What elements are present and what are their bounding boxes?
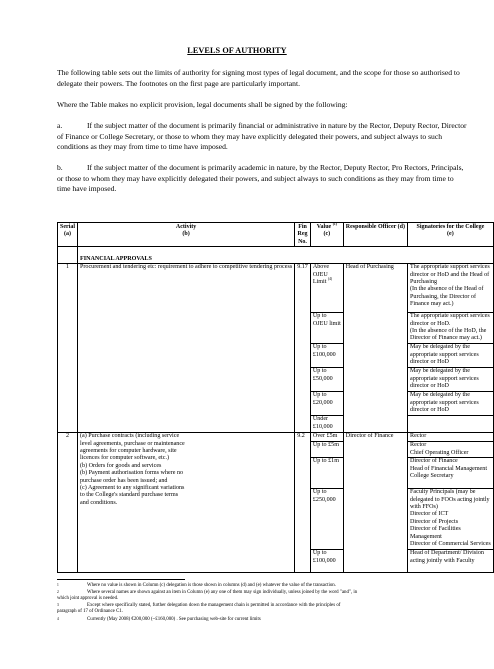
item-a-paragraph (57, 121, 469, 153)
finreg-cell: 9.17 (295, 264, 311, 433)
signatory-cell: May be delegated by the appropriate support services director or HoD (408, 392, 494, 416)
activity-cell: Procurement and tendering etc: requirement to adhere to competitive tendering process (78, 264, 295, 433)
value-cell: Under £10,000 (310, 416, 343, 433)
item-a-label: a. (57, 121, 63, 130)
table-header-row (58, 223, 494, 247)
serial-cell: 1 (58, 264, 78, 433)
officer-cell: Director of Finance (343, 433, 407, 573)
officer-cell: Head of Purchasing (343, 264, 407, 433)
section-row (58, 247, 494, 264)
value-cell: Above OJEU Limit $^{(4)}$ (310, 264, 343, 313)
signatory-cell: Faculty Principals (may be delegated to FOOs acting jointly with FFOs) Director of ICT Director of Projects Director of Facilities Management Director of Commercial Services (408, 489, 494, 550)
value-cell: Up to £250,000 (310, 489, 343, 550)
signatory-cell: Rector (408, 433, 494, 442)
header-finreg: Fin Reg No. (295, 223, 311, 247)
signatory-cell: Rector Chief Operating Officer (408, 442, 494, 458)
signatory-cell: Director of Finance Head of Financial Management College Secretary (408, 458, 494, 489)
value-cell: Up to £20,000 (310, 392, 343, 416)
header-serial: Serial (a) (58, 223, 78, 247)
footnote-divider (57, 579, 185, 580)
header-officer: Responsible Officer (d) (343, 223, 407, 247)
section-title: FINANCIAL APPROVALS (80, 255, 152, 262)
footnote: 4 Currently (May 2008) €200,000 (~£160,000) . See purchasing web-site for current limits (57, 617, 261, 622)
item-a-text: If the subject matter of the document is primarily financial or administrative in nature by the Rector, Deputy Rector, Director of Finance or College Secretary, or those to whom they may have explicitly delegated their powers, and subject always to such conditions as they may from time to time have imposed. (57, 121, 467, 152)
signatory-cell: May be delegated by the appropriate support services director or HoD (408, 368, 494, 392)
value-cell: Up to £50,000 (310, 368, 343, 392)
footnote: 1 Where no value is shown in Column (c) delegation is those shown in columns (d) and (e) whatever the value of the transaction. (57, 583, 336, 588)
page-title: LEVELS OF AUTHORITY (187, 46, 287, 55)
authority-table (57, 222, 494, 573)
serial-cell: 2 (58, 433, 78, 573)
footnote: 3 Except where specifically stated, further delegation down the management chain is permitted in accordance with the principles of paragraph of 17 of Ordinance C1. (57, 603, 341, 615)
header-activity: Activity (b) (78, 223, 295, 247)
no-provision-paragraph: Where the Table makes no explicit provision, legal documents shall be signed by the following: (57, 100, 348, 109)
value-cell: Over £5m (310, 433, 343, 442)
item-b-text: If the subject matter of the document is primarily academic in nature, by the Rector, Deputy Rector, Pro Rectors, Principals, or those to whom they may have explicitly delegated their powers, and subject always to such conditions as they may from time to time have imposed. (57, 163, 464, 194)
item-b-paragraph (57, 163, 469, 195)
header-signatories: Signatories for the College (e) (408, 223, 494, 247)
value-cell: Up to £1m (310, 458, 343, 489)
value-cell: Up to OJEU limit (310, 313, 343, 344)
signatory-cell: The appropriate support services director or HoD. (In the absence of the HoD, the Director of Finance may act.) (408, 313, 494, 344)
table-row (58, 433, 494, 442)
value-cell: Up to £100,000 (310, 344, 343, 368)
intro-paragraph: The following table sets out the limits of authority for signing most types of legal document, and the scope for those so authorised to delegate their powers. The footnotes on the first page are particularly important. (57, 68, 460, 88)
signatory-cell (408, 416, 494, 433)
signatory-cell: Head of Department/ Division acting jointly with Faculty (408, 550, 494, 573)
footnote: 2 Where several names are shown against an item in Column (e) any one of them may sign individually, unless joined by the word "and", in which joint approval is needed. (57, 590, 358, 602)
signatory-cell: May be delegated by the appropriate support services director or HoD (408, 344, 494, 368)
header-value: Value $^{(1)}$ (c) (310, 223, 343, 247)
item-b-label: b. (57, 163, 63, 172)
signatory-cell: The appropriate support services director or HoD and the Head of Purchasing (In the absence of the Head of Purchasing, the Director of Finance may act.) (408, 264, 494, 313)
value-cell: Up to £5m (310, 442, 343, 458)
table-row (58, 264, 494, 313)
finreg-cell: 9.2 (295, 433, 311, 573)
value-cell: Up to £100,000 (310, 550, 343, 573)
activity-cell: (a) Purchase contracts (including service level agreements, purchase or maintenance agreements for computer hardware, site licences for computer software, etc.) (b) Orders for goods and services (b) Payment authorisation forms where no purchase order has been issued; and (c) Agreement to any significant variations to the College's standard purchase terms and conditions. (78, 433, 295, 573)
